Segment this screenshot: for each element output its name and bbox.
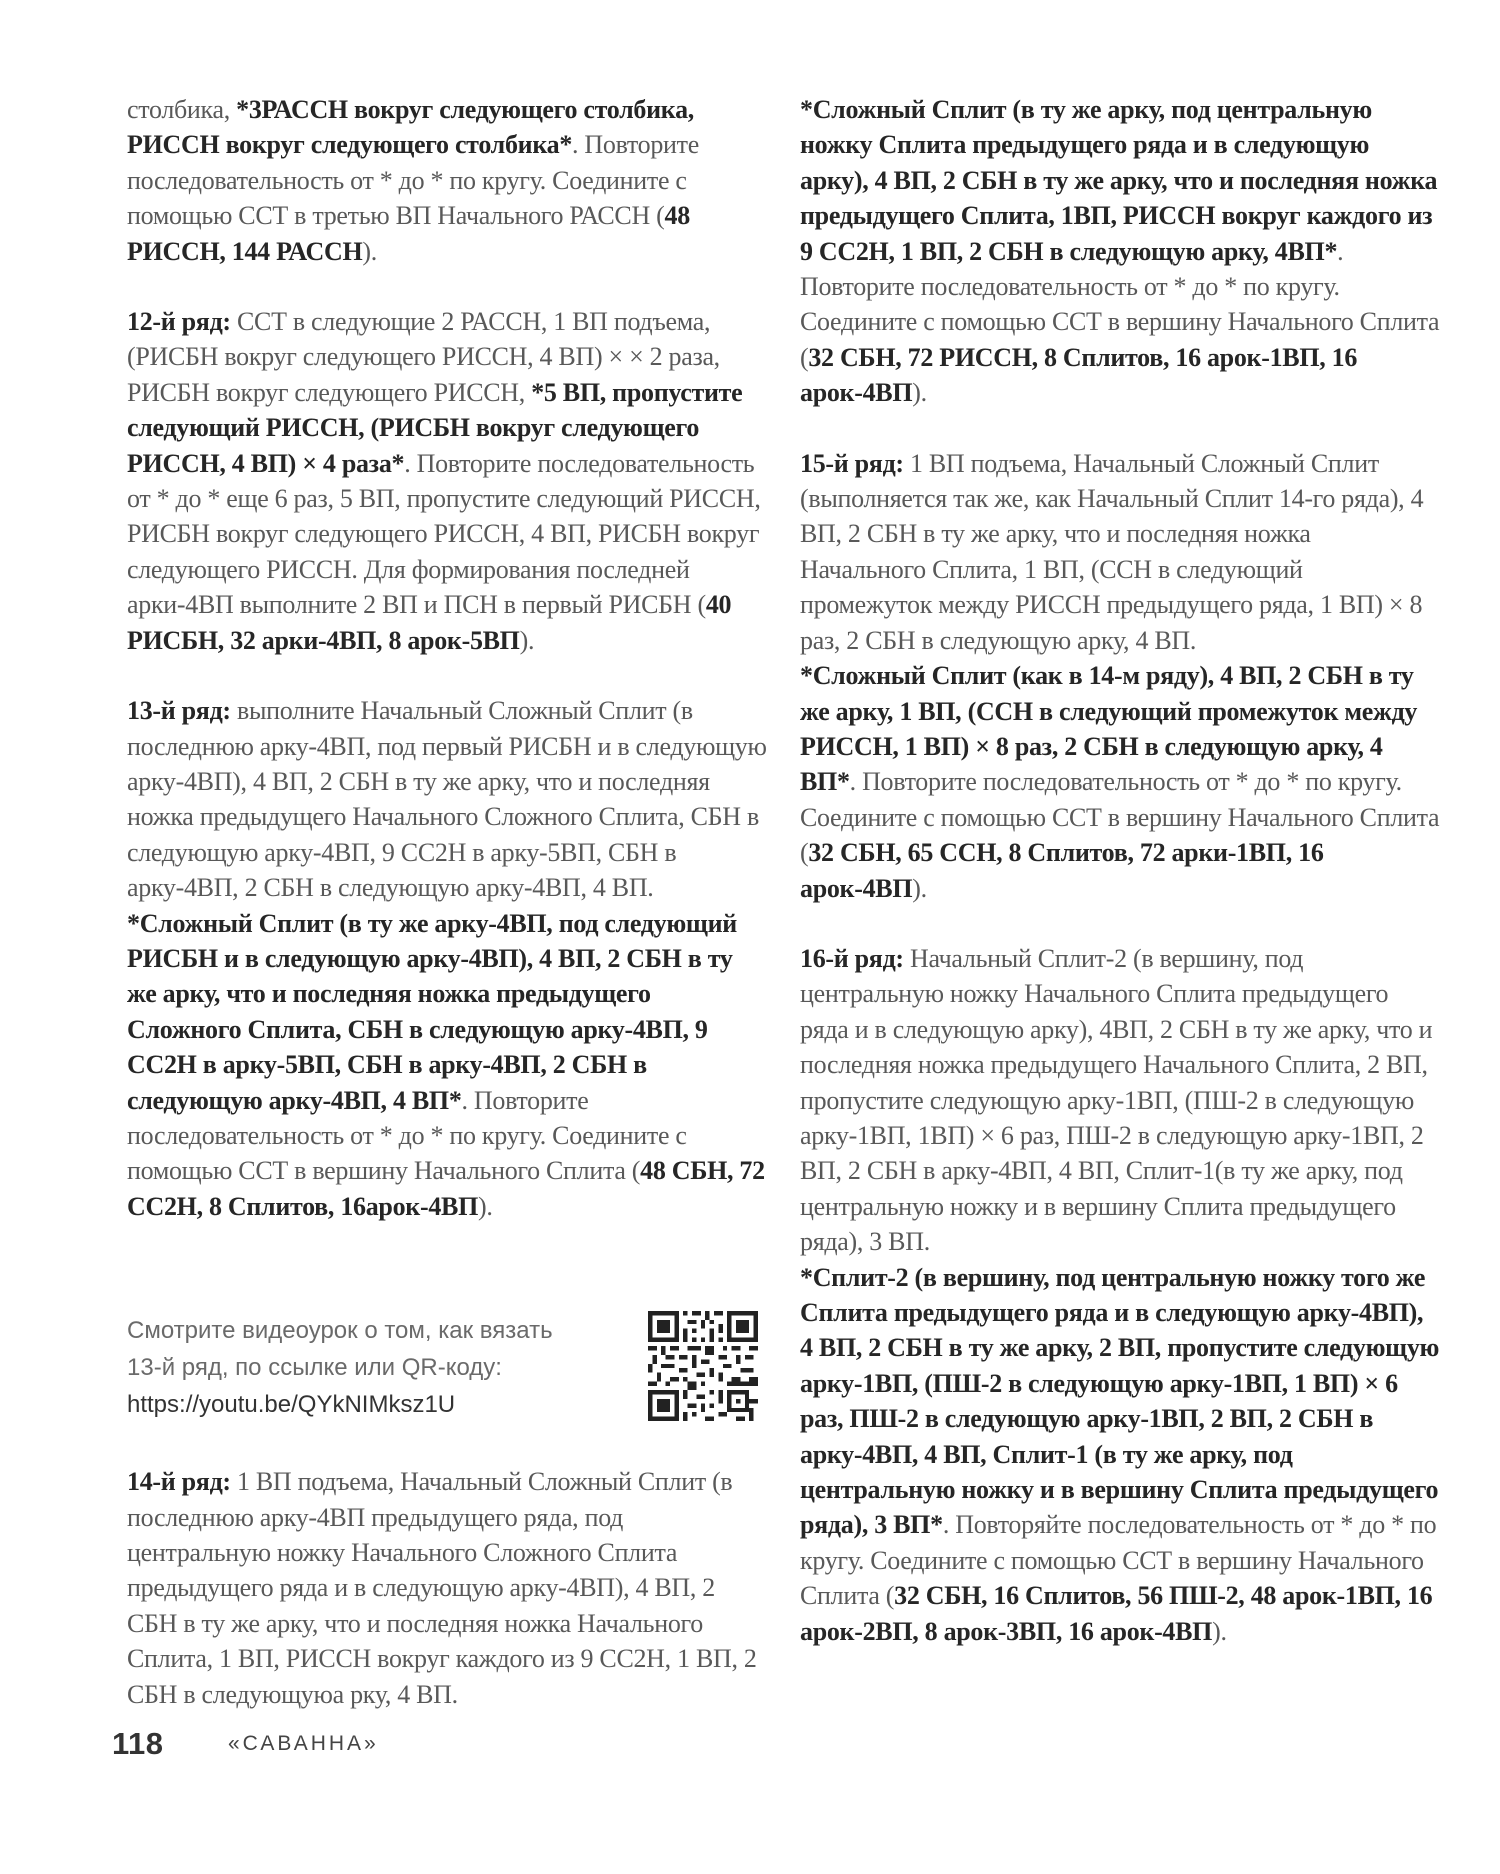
stitch-count: 48 СБН, 72 СС2Н, 8 Сплитов, 16арок-4ВП [127, 1156, 765, 1221]
paragraph-row-14 [127, 1464, 767, 1712]
text-run: . Повторите последовательность от * до * по кругу. Соедините с помощью ССТ в вершину Начального Сплита ( [127, 1085, 687, 1186]
bold-run: *Сплит-2 (в вершину, под центральную ножку того же Сплита предыдущего ряда и в следующую арку-4ВП), 4 ВП, 2 СБН в ту же арку, 2 ВП, пропустите следующую арку-1ВП, (ПШ-2 в следующую арку-1ВП, 1 ВП) × 6 раз, ПШ-2 в следующую арку-1ВП, 2 ВП, 2 СБН в арку-4ВП, 4 ВП, Сплит-1 (в ту же арку, под центральную ножку и в вершину Сплита предыдущего ряда), 3 ВП* [800, 1262, 1440, 1540]
stitch-count: 32 СБН, 65 ССН, 8 Сплитов, 72 арки-1ВП, 16 арок-4ВП [800, 838, 1324, 903]
page-footer [112, 1726, 379, 1762]
row-label: 16-й ряд: [800, 943, 904, 973]
paragraph-row-13-repeat [127, 906, 767, 1225]
left-column [127, 92, 767, 1712]
row-label: 14-й ряд: [127, 1467, 231, 1497]
bold-run: *Сложный Сплит (как в 14-м ряду), 4 ВП, 2 СБН в ту же арку, 1 ВП, (ССН в следующий промежуток между РИССН, 1 ВП) × 8 раз, 2 СБН в следующую арку, 4 ВП* [800, 661, 1418, 797]
stitch-count: 48 РИССН, 144 РАССН [127, 201, 690, 266]
video-link[interactable]: https://youtu.be/QYkNIMksz1U [127, 1391, 456, 1418]
right-column [800, 92, 1440, 1649]
video-note-line: 13-й ряд, по ссылке или QR-коду: [127, 1354, 502, 1381]
paragraph-row-13 [127, 693, 767, 905]
bold-run: *Сложный Сплит (в ту же арку, под центральную ножку Сплита предыдущего ряда и в следующую арку), 4 ВП, 2 СБН в ту же арку, что и последняя ножка предыдущего Сплита, 1ВП, РИССН вокруг каждого из 9 СС2Н, 1 ВП, 2 СБН в следующую арку, 4ВП* [800, 95, 1438, 266]
paragraph-row-16 [800, 941, 1440, 1260]
text-run: ). [912, 378, 927, 408]
paragraph-row-14-repeat [800, 92, 1440, 411]
footer-title: «САВАННА» [228, 1732, 379, 1755]
video-note-line: Смотрите видеоурок о том, как вязать [127, 1317, 553, 1344]
text-run: ). [478, 1191, 493, 1221]
text-run: 1 ВП подъема, Начальный Сложный Сплит (выполняется так же, как Начальный Сплит 14-го ряда), 4 ВП, 2 СБН в ту же арку, что и последняя ножка Начального Сплита, 1 ВП, (ССН в следующий промежуток между РИССН предыдущего ряда, 1 ВП) × 8 раз, 2 СБН в следующую арку, 4 ВП. [800, 448, 1424, 655]
row-label: 15-й ряд: [800, 448, 904, 478]
stitch-count: 32 СБН, 16 Сплитов, 56 ПШ-2, 48 арок-1ВП, 16 арок-2ВП, 8 арок-3ВП, 16 арок-4ВП [800, 1581, 1433, 1646]
text-run: . Повторите последовательность от * до * по кругу. Соедините с помощью ССТ в третью ВП Начального РАССН ( [127, 130, 699, 231]
text-run: . Повторите последовательность от * до * по кругу. Соедините с помощью ССТ в вершину Начального Сплита ( [800, 236, 1440, 372]
row-label: 13-й ряд: [127, 696, 231, 726]
text-run: . Повторите последовательность от * до * по кругу. Соедините с помощью ССТ в вершину Начального Сплита ( [800, 767, 1440, 868]
paragraph-row-16-repeat [800, 1260, 1440, 1649]
text-run: Начальный Сплит-2 (в вершину, под центральную ножку Начального Сплита предыдущего ряда и в следующую арку), 4ВП, 2 СБН в ту же арку, что и последняя ножка предыдущего Начального Сплита, 2 ВП, пропустите следующую арку-1ВП, (ПШ-2 в следующую арку-1ВП, 1ВП) × 6 раз, ПШ-2 в следующую арку-1ВП, 2 ВП, 2 СБН в арку-4ВП, 4 ВП, Сплит-1(в ту же арку, под центральную ножку и в вершину Сплита предыдущего ряда), 3 ВП. [800, 943, 1433, 1257]
bold-run: *3РАССН вокруг следующего столбика, РИССН вокруг следующего столбика* [127, 95, 694, 160]
text-run: столбика, [127, 95, 237, 124]
stitch-count: 40 РИСБН, 32 арки-4ВП, 8 арок-5ВП [127, 590, 732, 655]
paragraph-row-15-repeat [800, 658, 1440, 906]
row-label: 12-й ряд: [127, 307, 231, 337]
text-run: ). [362, 236, 377, 266]
text-run: ). [519, 625, 535, 655]
text-run: ССТ в следующие 2 РАССН, 1 ВП подъема, (РИСБН вокруг следующего РИССН, 4 ВП) × × 2 раза, РИСБН вокруг следующего РИССН, [127, 307, 720, 407]
page-number: 118 [112, 1726, 164, 1761]
text-run: . Повторите последовательность от * до * еще 6 раз, 5 ВП, пропустите следующий РИССН, РИСБН вокруг следующего РИССН, 4 ВП, РИСБН вокруг следующего РИССН. Для формирования последней арки-4ВП выполните 2 ВП и ПСН в первый РИСБН ( [127, 448, 761, 620]
paragraph-row-12 [127, 304, 767, 658]
text-run: . Повторяйте последовательность от * до * по кругу. Соедините с помощью ССТ в вершину Начального Сплита ( [800, 1510, 1437, 1611]
stitch-count: 32 СБН, 72 РИССН, 8 Сплитов, 16 арок-1ВП, 16 арок-4ВП [800, 342, 1358, 408]
text-run: выполните Начальный Сложный Сплит (в последнюю арку-4ВП, под первый РИСБН и в следующую арку-4ВП), 4 ВП, 2 СБН в ту же арку, что и последняя ножка предыдущего Начального Сложного Сплита, СБН в следующую арку-4ВП, 9 СС2Н в арку-5ВП, СБН в арку-4ВП, 2 СБН в следующую арку-4ВП, 4 ВП. [127, 696, 767, 903]
paragraph-row-15 [800, 446, 1440, 658]
qr-code-icon[interactable] [648, 1311, 758, 1421]
bold-run: *5 ВП, пропустите следующий РИССН, (РИСБН вокруг следующего РИССН, 4 ВП) × 4 раза* [127, 377, 743, 478]
video-note [127, 1312, 567, 1423]
paragraph-row-11-end [127, 92, 767, 269]
text-run: ). [912, 873, 927, 903]
bold-run: *Сложный Сплит (в ту же арку-4ВП, под следующий РИСБН и в следующую арку-4ВП), 4 ВП, 2 СБН в ту же арку, что и последняя ножка предыдущего Сложного Сплита, СБН в следующую арку-4ВП, 9 СС2Н в арку-5ВП, СБН в арку-4ВП, 2 СБН в следующую арку-4ВП, 4 ВП* [127, 908, 737, 1115]
text-run: 1 ВП подъема, Начальный Сложный Сплит (в последнюю арку-4ВП предыдущего ряда, под центральную ножку Начального Сложного Сплита предыдущего ряда и в следующую арку-4ВП), 4 ВП, 2 СБН в ту же арку, что и последняя ножка Начального Сплита, 1 ВП, РИССН вокруг каждого из 9 СС2Н, 1 ВП, 2 СБН в следующуюа рку, 4 ВП. [127, 1467, 757, 1709]
text-run: ). [1212, 1616, 1227, 1646]
